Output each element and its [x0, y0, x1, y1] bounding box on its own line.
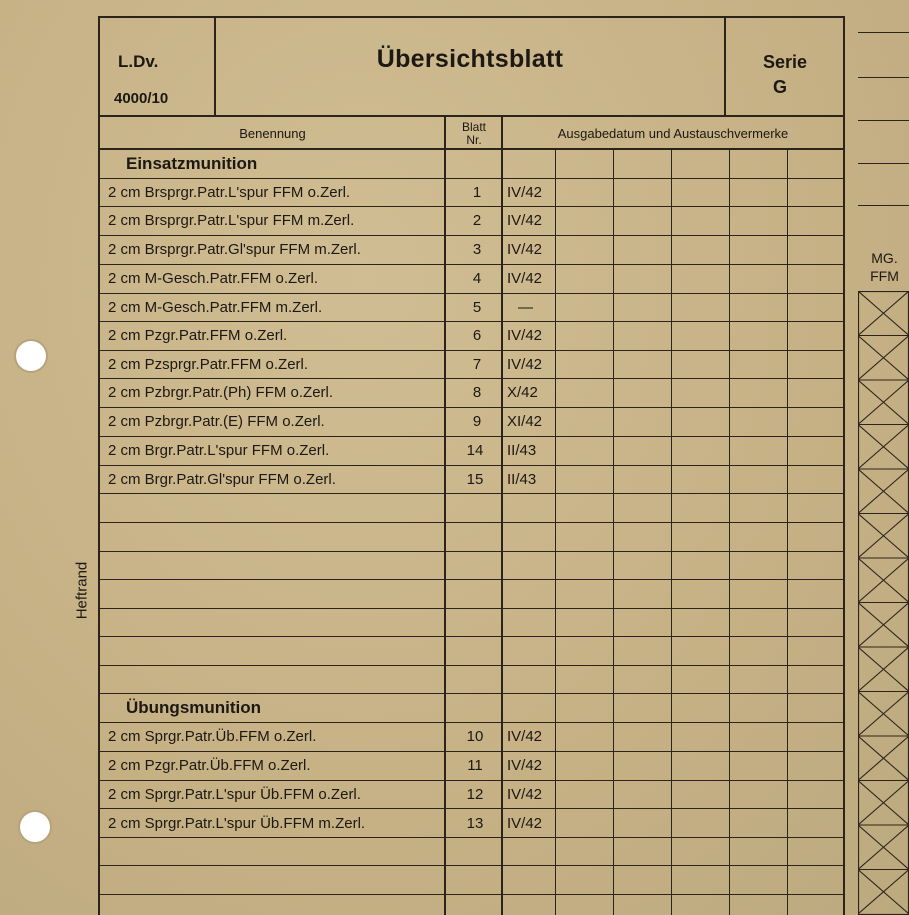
row-date: II/43 — [507, 442, 537, 459]
row-name: 2 cm M-Gesch.Patr.FFM m.Zerl. — [108, 299, 323, 316]
row-blatt: 12 — [466, 786, 484, 803]
row-name: 2 cm Brgr.Patr.Gl'spur FFM o.Zerl. — [108, 471, 336, 488]
row-divider — [98, 751, 844, 752]
row-divider — [98, 522, 844, 523]
row-name: 2 cm Brsprgr.Patr.L'spur FFM o.Zerl. — [108, 184, 351, 201]
serie-label: Serie — [762, 52, 808, 72]
row-blatt: 11 — [467, 757, 483, 774]
row-date: IV/42 — [507, 356, 543, 373]
row-date: IV/42 — [507, 212, 543, 229]
row-divider — [98, 321, 844, 322]
row-date: II/43 — [507, 471, 537, 488]
tab-label-ffm: FFM — [870, 268, 899, 284]
row-blatt: 10 — [466, 728, 484, 745]
row-divider — [98, 608, 844, 609]
tab-label-mg: MG. — [871, 250, 898, 266]
row-divider — [98, 206, 844, 207]
crosshatch-strip — [858, 291, 909, 915]
row-name: 2 cm Brsprgr.Patr.L'spur FFM m.Zerl. — [108, 212, 355, 229]
row-date: IV/42 — [507, 786, 543, 803]
row-name: 2 cm Pzbrgr.Patr.(Ph) FFM o.Zerl. — [108, 384, 334, 401]
row-name: 2 cm M-Gesch.Patr.FFM o.Zerl. — [108, 270, 319, 287]
row-date: IV/42 — [507, 241, 543, 258]
row-date: IV/42 — [507, 815, 543, 832]
row-blatt: 9 — [472, 413, 482, 430]
row-blatt: 2 — [472, 212, 482, 229]
row-blatt: 13 — [466, 815, 484, 832]
row-date: IV/42 — [507, 270, 543, 287]
row-divider — [98, 407, 844, 408]
row-divider — [98, 264, 844, 265]
row-divider — [98, 865, 844, 866]
row-blatt: 14 — [466, 442, 484, 459]
col-header-name: Benennung — [239, 126, 306, 141]
row-blatt: 15 — [466, 471, 484, 488]
row-divider — [98, 780, 844, 781]
section-title-uebung: Übungsmunition — [126, 698, 262, 717]
row-divider — [98, 722, 844, 723]
row-divider — [98, 178, 844, 179]
row-divider — [98, 579, 844, 580]
row-divider — [98, 235, 844, 236]
margin-label: Heftrand — [73, 561, 91, 620]
doc-code-line1: L.Dv. — [118, 52, 159, 71]
row-blatt: 7 — [472, 356, 482, 373]
row-blatt: 8 — [472, 384, 482, 401]
row-date: IV/42 — [507, 728, 543, 745]
row-blatt: 1 — [472, 184, 482, 201]
row-date: IV/42 — [507, 184, 543, 201]
row-name: 2 cm Sprgr.Patr.Üb.FFM o.Zerl. — [108, 728, 317, 745]
col-header-blatt: Blatt — [461, 120, 486, 134]
row-date: — — [518, 299, 533, 316]
row-blatt: 3 — [472, 241, 482, 258]
row-name: 2 cm Brsprgr.Patr.Gl'spur FFM m.Zerl. — [108, 241, 361, 258]
row-divider — [98, 837, 844, 838]
row-blatt: 5 — [472, 299, 482, 316]
row-divider — [98, 493, 844, 494]
row-divider — [98, 665, 844, 666]
row-blatt: 6 — [472, 327, 482, 344]
doc-code-line2: 4000/10 — [114, 90, 169, 107]
section-title-einsatz: Einsatzmunition — [126, 154, 258, 173]
row-date: XI/42 — [507, 413, 543, 430]
col-header-nr: Nr. — [466, 133, 482, 147]
punch-hole-top — [16, 341, 46, 371]
row-name: 2 cm Sprgr.Patr.L'spur Üb.FFM m.Zerl. — [108, 815, 366, 832]
row-date: X/42 — [507, 384, 538, 401]
punch-hole-bottom — [20, 812, 50, 842]
row-name: 2 cm Sprgr.Patr.L'spur Üb.FFM o.Zerl. — [108, 786, 361, 803]
row-name: 2 cm Pzgr.Patr.FFM o.Zerl. — [108, 327, 288, 344]
row-date: IV/42 — [507, 757, 543, 774]
serie-value: G — [772, 77, 787, 97]
row-name: 2 cm Pzsprgr.Patr.FFM o.Zerl. — [108, 356, 309, 373]
row-divider — [98, 436, 844, 437]
row-divider — [98, 894, 844, 895]
row-divider — [98, 350, 844, 351]
row-divider — [98, 293, 844, 294]
row-name: 2 cm Pzbrgr.Patr.(E) FFM o.Zerl. — [108, 413, 325, 430]
row-divider — [98, 693, 844, 694]
row-divider — [98, 636, 844, 637]
row-blatt: 4 — [472, 270, 482, 287]
row-divider — [98, 551, 844, 552]
page-title: Übersichtsblatt — [376, 45, 564, 73]
col-header-dates: Ausgabedatum und Austauschvermerke — [557, 126, 789, 141]
row-name: 2 cm Pzgr.Patr.Üb.FFM o.Zerl. — [108, 757, 311, 774]
row-divider — [98, 808, 844, 809]
row-name: 2 cm Brgr.Patr.L'spur FFM o.Zerl. — [108, 442, 330, 459]
row-divider — [98, 378, 844, 379]
row-date: IV/42 — [507, 327, 543, 344]
row-divider — [98, 465, 844, 466]
